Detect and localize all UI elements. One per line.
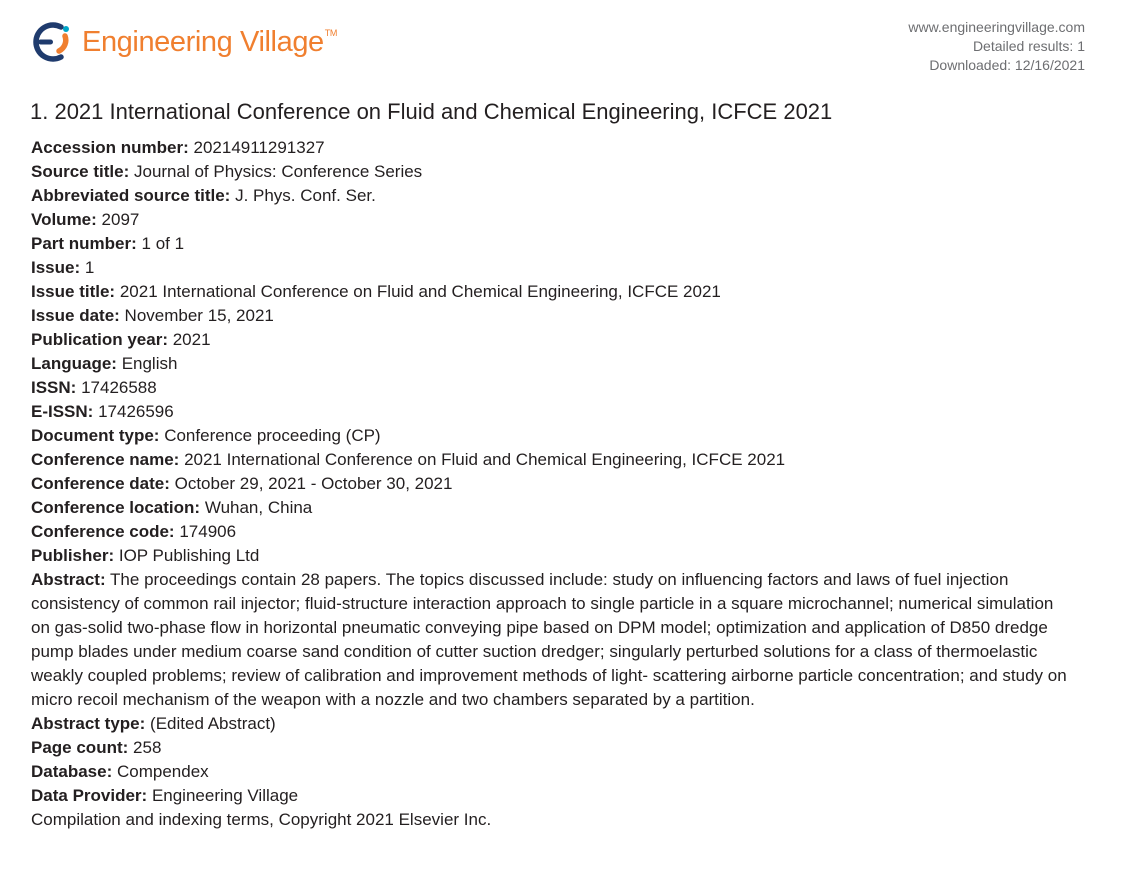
logo-text: Engineering Village — [82, 25, 324, 58]
field-value: October 29, 2021 - October 30, 2021 — [174, 474, 453, 493]
field-label: Data Provider: — [31, 786, 148, 805]
record-field — [31, 760, 1071, 784]
copyright-notice: Compilation and indexing terms, Copyright 2021 Elsevier Inc. — [31, 810, 492, 829]
field-value: 17426588 — [81, 378, 157, 397]
field-label: ISSN: — [31, 378, 77, 397]
field-label: Language: — [31, 354, 117, 373]
download-info — [908, 18, 1085, 75]
record-title: 1. 2021 International Conference on Fluid and Chemical Engineering, ICFCE 2021 — [30, 99, 833, 124]
field-label: Accession number: — [31, 138, 189, 157]
page-header — [30, 18, 1085, 78]
record-field — [31, 256, 1071, 280]
record-field — [31, 472, 1071, 496]
field-label: Conference name: — [31, 450, 180, 469]
field-label: E-ISSN: — [31, 402, 94, 421]
field-label: Issue date: — [31, 306, 120, 325]
field-label: Publication year: — [31, 330, 168, 349]
field-value: (Edited Abstract) — [150, 714, 276, 733]
download-date: Downloaded: 12/16/2021 — [929, 57, 1085, 73]
field-value: Wuhan, China — [204, 498, 313, 517]
field-value: Conference proceeding (CP) — [164, 426, 381, 445]
record-field — [31, 496, 1071, 520]
field-label: Page count: — [31, 738, 129, 757]
record-field — [31, 544, 1071, 568]
field-label: Database: — [31, 762, 113, 781]
field-value: Engineering Village — [151, 786, 299, 805]
field-label: Abstract type: — [31, 714, 146, 733]
record-field — [31, 208, 1071, 232]
field-value: 20214911291327 — [193, 138, 325, 157]
field-label: Abbreviated source title: — [31, 186, 231, 205]
field-value: 17426596 — [98, 402, 174, 421]
field-label: Part number: — [31, 234, 137, 253]
logo-wordmark — [82, 26, 337, 59]
record-field — [31, 520, 1071, 544]
detailed-results-count: Detailed results: 1 — [972, 38, 1085, 54]
field-label: Conference code: — [31, 522, 175, 541]
field-value: 258 — [133, 738, 162, 757]
field-value: 2097 — [101, 210, 140, 229]
field-label: Volume: — [31, 210, 97, 229]
engineering-village-logo — [30, 20, 337, 64]
field-value: November 15, 2021 — [124, 306, 274, 325]
record-field — [31, 304, 1071, 328]
field-value: 2021 International Conference on Fluid and Chemical Engineering, ICFCE 2021 — [119, 282, 721, 301]
record-field — [31, 568, 1071, 712]
record-field — [31, 400, 1071, 424]
record-field — [31, 136, 1071, 160]
record-field — [31, 184, 1071, 208]
record-details — [31, 136, 1071, 832]
record-field — [31, 736, 1071, 760]
field-value: 1 — [84, 258, 95, 277]
field-label: Conference date: — [31, 474, 170, 493]
ev-logo-icon — [30, 20, 74, 64]
record-field-list — [31, 136, 1071, 808]
field-label: Document type: — [31, 426, 160, 445]
field-label: Issue title: — [31, 282, 116, 301]
record-field — [31, 448, 1071, 472]
field-value: 2021 — [172, 330, 211, 349]
field-value: English — [121, 354, 178, 373]
record-field — [31, 352, 1071, 376]
record-field — [31, 160, 1071, 184]
record-field — [31, 784, 1071, 808]
record-field — [31, 232, 1071, 256]
field-value: Journal of Physics: Conference Series — [133, 162, 423, 181]
record-field — [31, 424, 1071, 448]
record-field — [31, 376, 1071, 400]
record-field — [31, 280, 1071, 304]
field-value: 174906 — [179, 522, 237, 541]
field-label: Publisher: — [31, 546, 115, 565]
field-value: 1 of 1 — [141, 234, 185, 253]
record-field — [31, 712, 1071, 736]
field-value: IOP Publishing Ltd — [118, 546, 260, 565]
field-value: 2021 International Conference on Fluid and Chemical Engineering, ICFCE 2021 — [184, 450, 786, 469]
record-field — [31, 328, 1071, 352]
field-value: The proceedings contain 28 papers. The topics discussed include: study on influencing factors and laws of fuel injection consistency of common rail injector; fluid-structure interaction approach to single particle in a square microchannel; numerical simulation on gas-solid two-phase flow in horizontal pneumatic conveying pipe based on DPM model; optimization and application of D850 dredge pump blades under medium coarse sand condition of cutter suction dredger; singularly perturbed solutions for a class of thermoelastic weakly coupled problems; review of calibration and improvement methods of light- scattering airborne particle concentration; and study on micro recoil mechanism of the weapon with a nozzle and two chambers separated by a partition. — [31, 570, 1067, 709]
field-label: Abstract: — [31, 570, 106, 589]
field-value: Compendex — [117, 762, 209, 781]
field-value: J. Phys. Conf. Ser. — [235, 186, 376, 205]
field-label: Issue: — [31, 258, 81, 277]
field-label: Conference location: — [31, 498, 201, 517]
logo-trademark: TM — [324, 27, 337, 38]
site-url: www.engineeringvillage.com — [908, 19, 1085, 35]
field-label: Source title: — [31, 162, 130, 181]
